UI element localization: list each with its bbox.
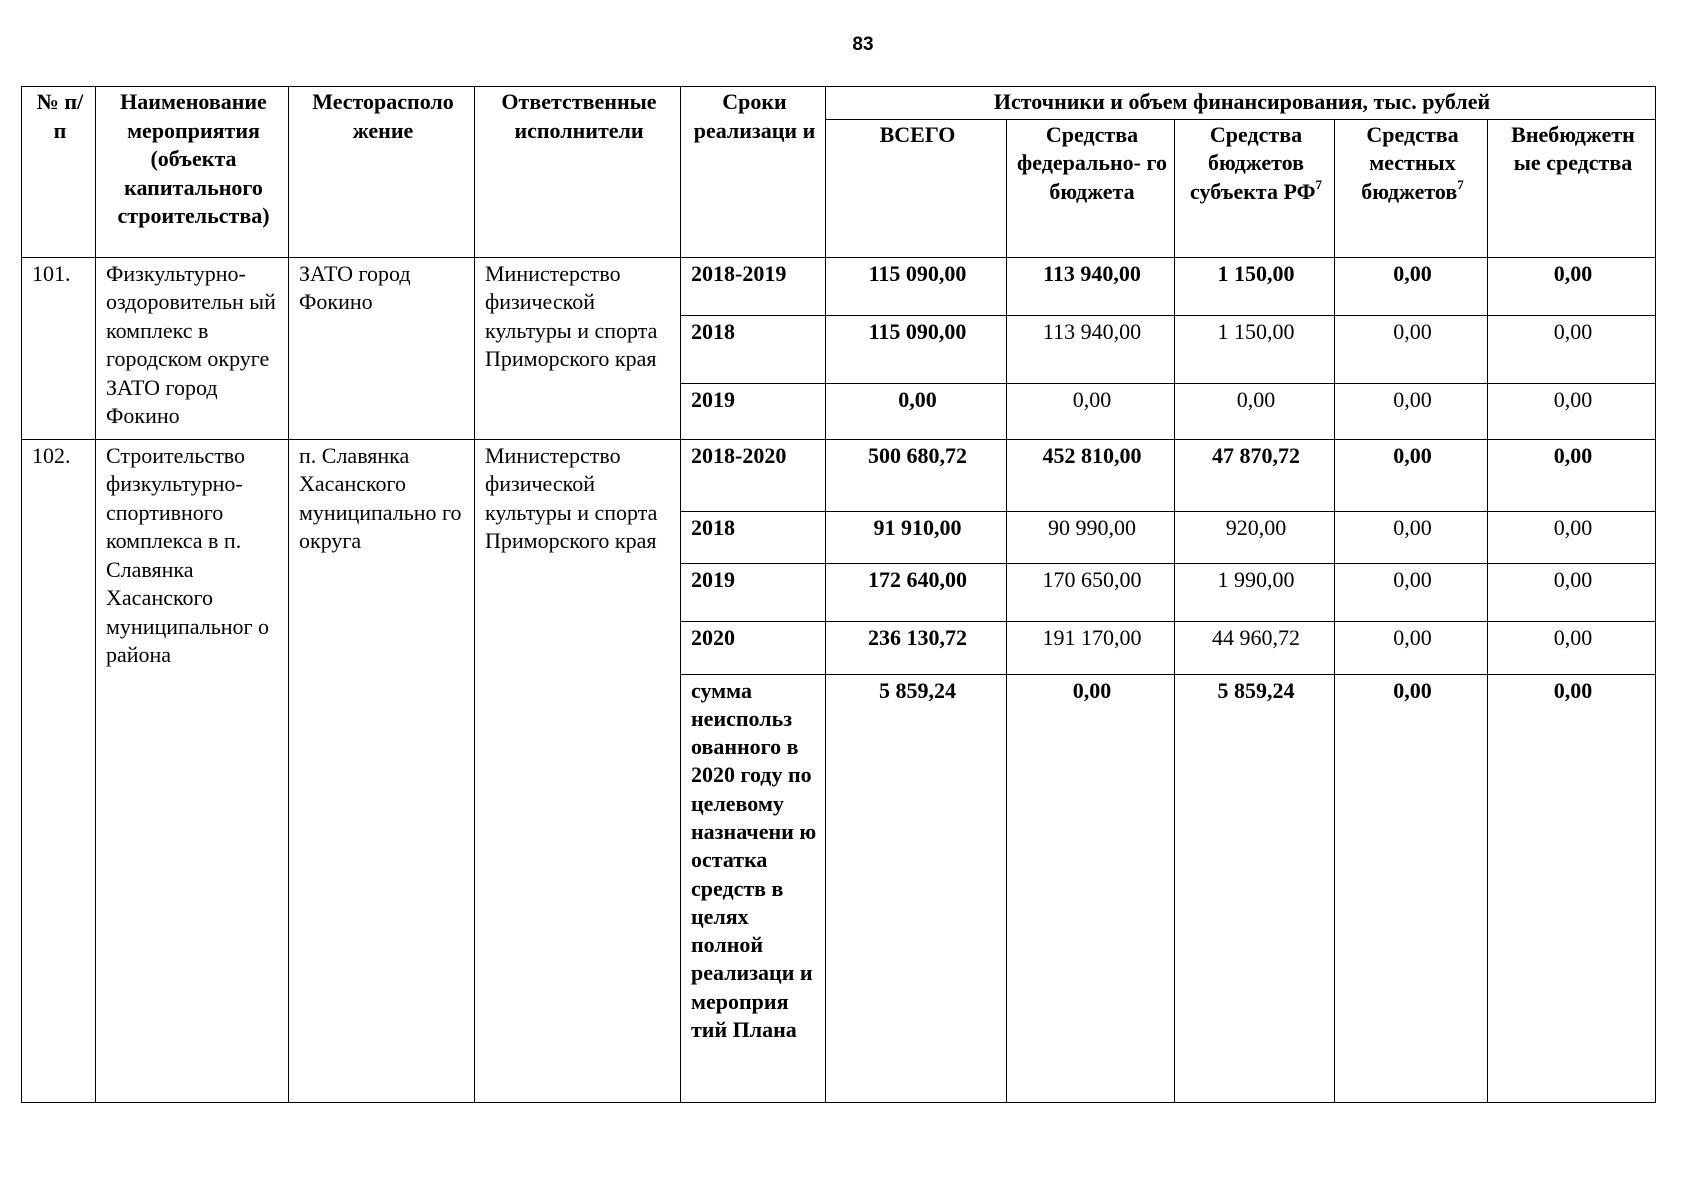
header-extra: Внебюджетн ые средства: [1488, 119, 1656, 257]
row-period: 2018: [681, 315, 826, 383]
cell-local: 0,00: [1335, 383, 1488, 439]
row-period: 2020: [681, 621, 826, 674]
cell-extra: 0,00: [1488, 383, 1656, 439]
cell-total: 236 130,72: [826, 621, 1007, 674]
header-location: Месторасполо жение: [289, 87, 475, 258]
cell-extra: 0,00: [1488, 621, 1656, 674]
cell-federal: 90 990,00: [1007, 511, 1175, 563]
row-location: п. Славянка Хасанского муниципально го округа: [289, 439, 475, 1102]
row-location: ЗАТО город Фокино: [289, 257, 475, 439]
cell-regional: 920,00: [1175, 511, 1335, 563]
cell-federal: 0,00: [1007, 674, 1175, 1102]
header-local: [1335, 119, 1488, 257]
cell-federal: 191 170,00: [1007, 621, 1175, 674]
cell-extra: 0,00: [1488, 563, 1656, 621]
cell-total: 500 680,72: [826, 439, 1007, 511]
header-federal: Средства федерально- го бюджета: [1007, 119, 1175, 257]
row-period: 2018: [681, 511, 826, 563]
cell-total: 115 090,00: [826, 257, 1007, 315]
cell-extra: 0,00: [1488, 439, 1656, 511]
header-local-text: Средства местных бюджетов: [1361, 121, 1459, 204]
cell-extra: 0,00: [1488, 315, 1656, 383]
cell-regional: 1 150,00: [1175, 315, 1335, 383]
header-financing: Источники и объем финансирования, тыс. рублей: [826, 87, 1656, 120]
cell-extra: 0,00: [1488, 674, 1656, 1102]
cell-regional: 0,00: [1175, 383, 1335, 439]
cell-total: 0,00: [826, 383, 1007, 439]
header-num: № п/п: [22, 87, 96, 258]
cell-regional: 1 150,00: [1175, 257, 1335, 315]
row-period: 2019: [681, 563, 826, 621]
header-name: Наименование мероприятия (объекта капитального строительства): [96, 87, 289, 258]
cell-total: 115 090,00: [826, 315, 1007, 383]
header-period: Сроки реализаци и: [681, 87, 826, 258]
cell-federal: 0,00: [1007, 383, 1175, 439]
row-number: 101.: [22, 257, 96, 439]
cell-regional: 5 859,24: [1175, 674, 1335, 1102]
cell-local: 0,00: [1335, 439, 1488, 511]
cell-federal: 170 650,00: [1007, 563, 1175, 621]
cell-total: 91 910,00: [826, 511, 1007, 563]
cell-local: 0,00: [1335, 563, 1488, 621]
cell-total: 172 640,00: [826, 563, 1007, 621]
row-period: 2019: [681, 383, 826, 439]
row-period: 2018-2020: [681, 439, 826, 511]
header-regional: [1175, 119, 1335, 257]
financing-table: [21, 86, 1656, 1103]
row-name: Строительство физкультурно-спортивного комплекса в п. Славянка Хасанского муниципальног о района: [96, 439, 289, 1102]
header-total: ВСЕГО: [826, 119, 1007, 257]
row-executors: Министерство физической культуры и спорта Приморского края: [475, 439, 681, 1102]
cell-local: 0,00: [1335, 511, 1488, 563]
cell-total: 5 859,24: [826, 674, 1007, 1102]
table-row: [22, 257, 1656, 315]
cell-extra: 0,00: [1488, 257, 1656, 315]
header-executors: Ответственные исполнители: [475, 87, 681, 258]
cell-regional: 44 960,72: [1175, 621, 1335, 674]
cell-federal: 113 940,00: [1007, 315, 1175, 383]
header-regional-footnote: 7: [1315, 177, 1322, 193]
cell-federal: 452 810,00: [1007, 439, 1175, 511]
row-executors: Министерство физической культуры и спорта Приморского края: [475, 257, 681, 439]
cell-extra: 0,00: [1488, 511, 1656, 563]
row-period: 2018-2019: [681, 257, 826, 315]
cell-regional: 47 870,72: [1175, 439, 1335, 511]
header-row-1: [22, 87, 1656, 120]
cell-local: 0,00: [1335, 674, 1488, 1102]
header-local-footnote: 7: [1457, 177, 1464, 193]
cell-federal: 113 940,00: [1007, 257, 1175, 315]
header-regional-text: Средства бюджетов субъекта РФ: [1190, 121, 1316, 204]
cell-local: 0,00: [1335, 257, 1488, 315]
cell-local: 0,00: [1335, 621, 1488, 674]
cell-regional: 1 990,00: [1175, 563, 1335, 621]
cell-local: 0,00: [1335, 315, 1488, 383]
table-row: [22, 439, 1656, 511]
page-number: 83: [852, 34, 874, 55]
row-period: сумма неиспольз ованного в 2020 году по целевому назначени ю остатка средств в целях полной реализаци и мероприя тий Плана: [681, 674, 826, 1102]
row-name: Физкультурно-оздоровительн ый комплекс в городском округе ЗАТО город Фокино: [96, 257, 289, 439]
row-number: 102.: [22, 439, 96, 1102]
